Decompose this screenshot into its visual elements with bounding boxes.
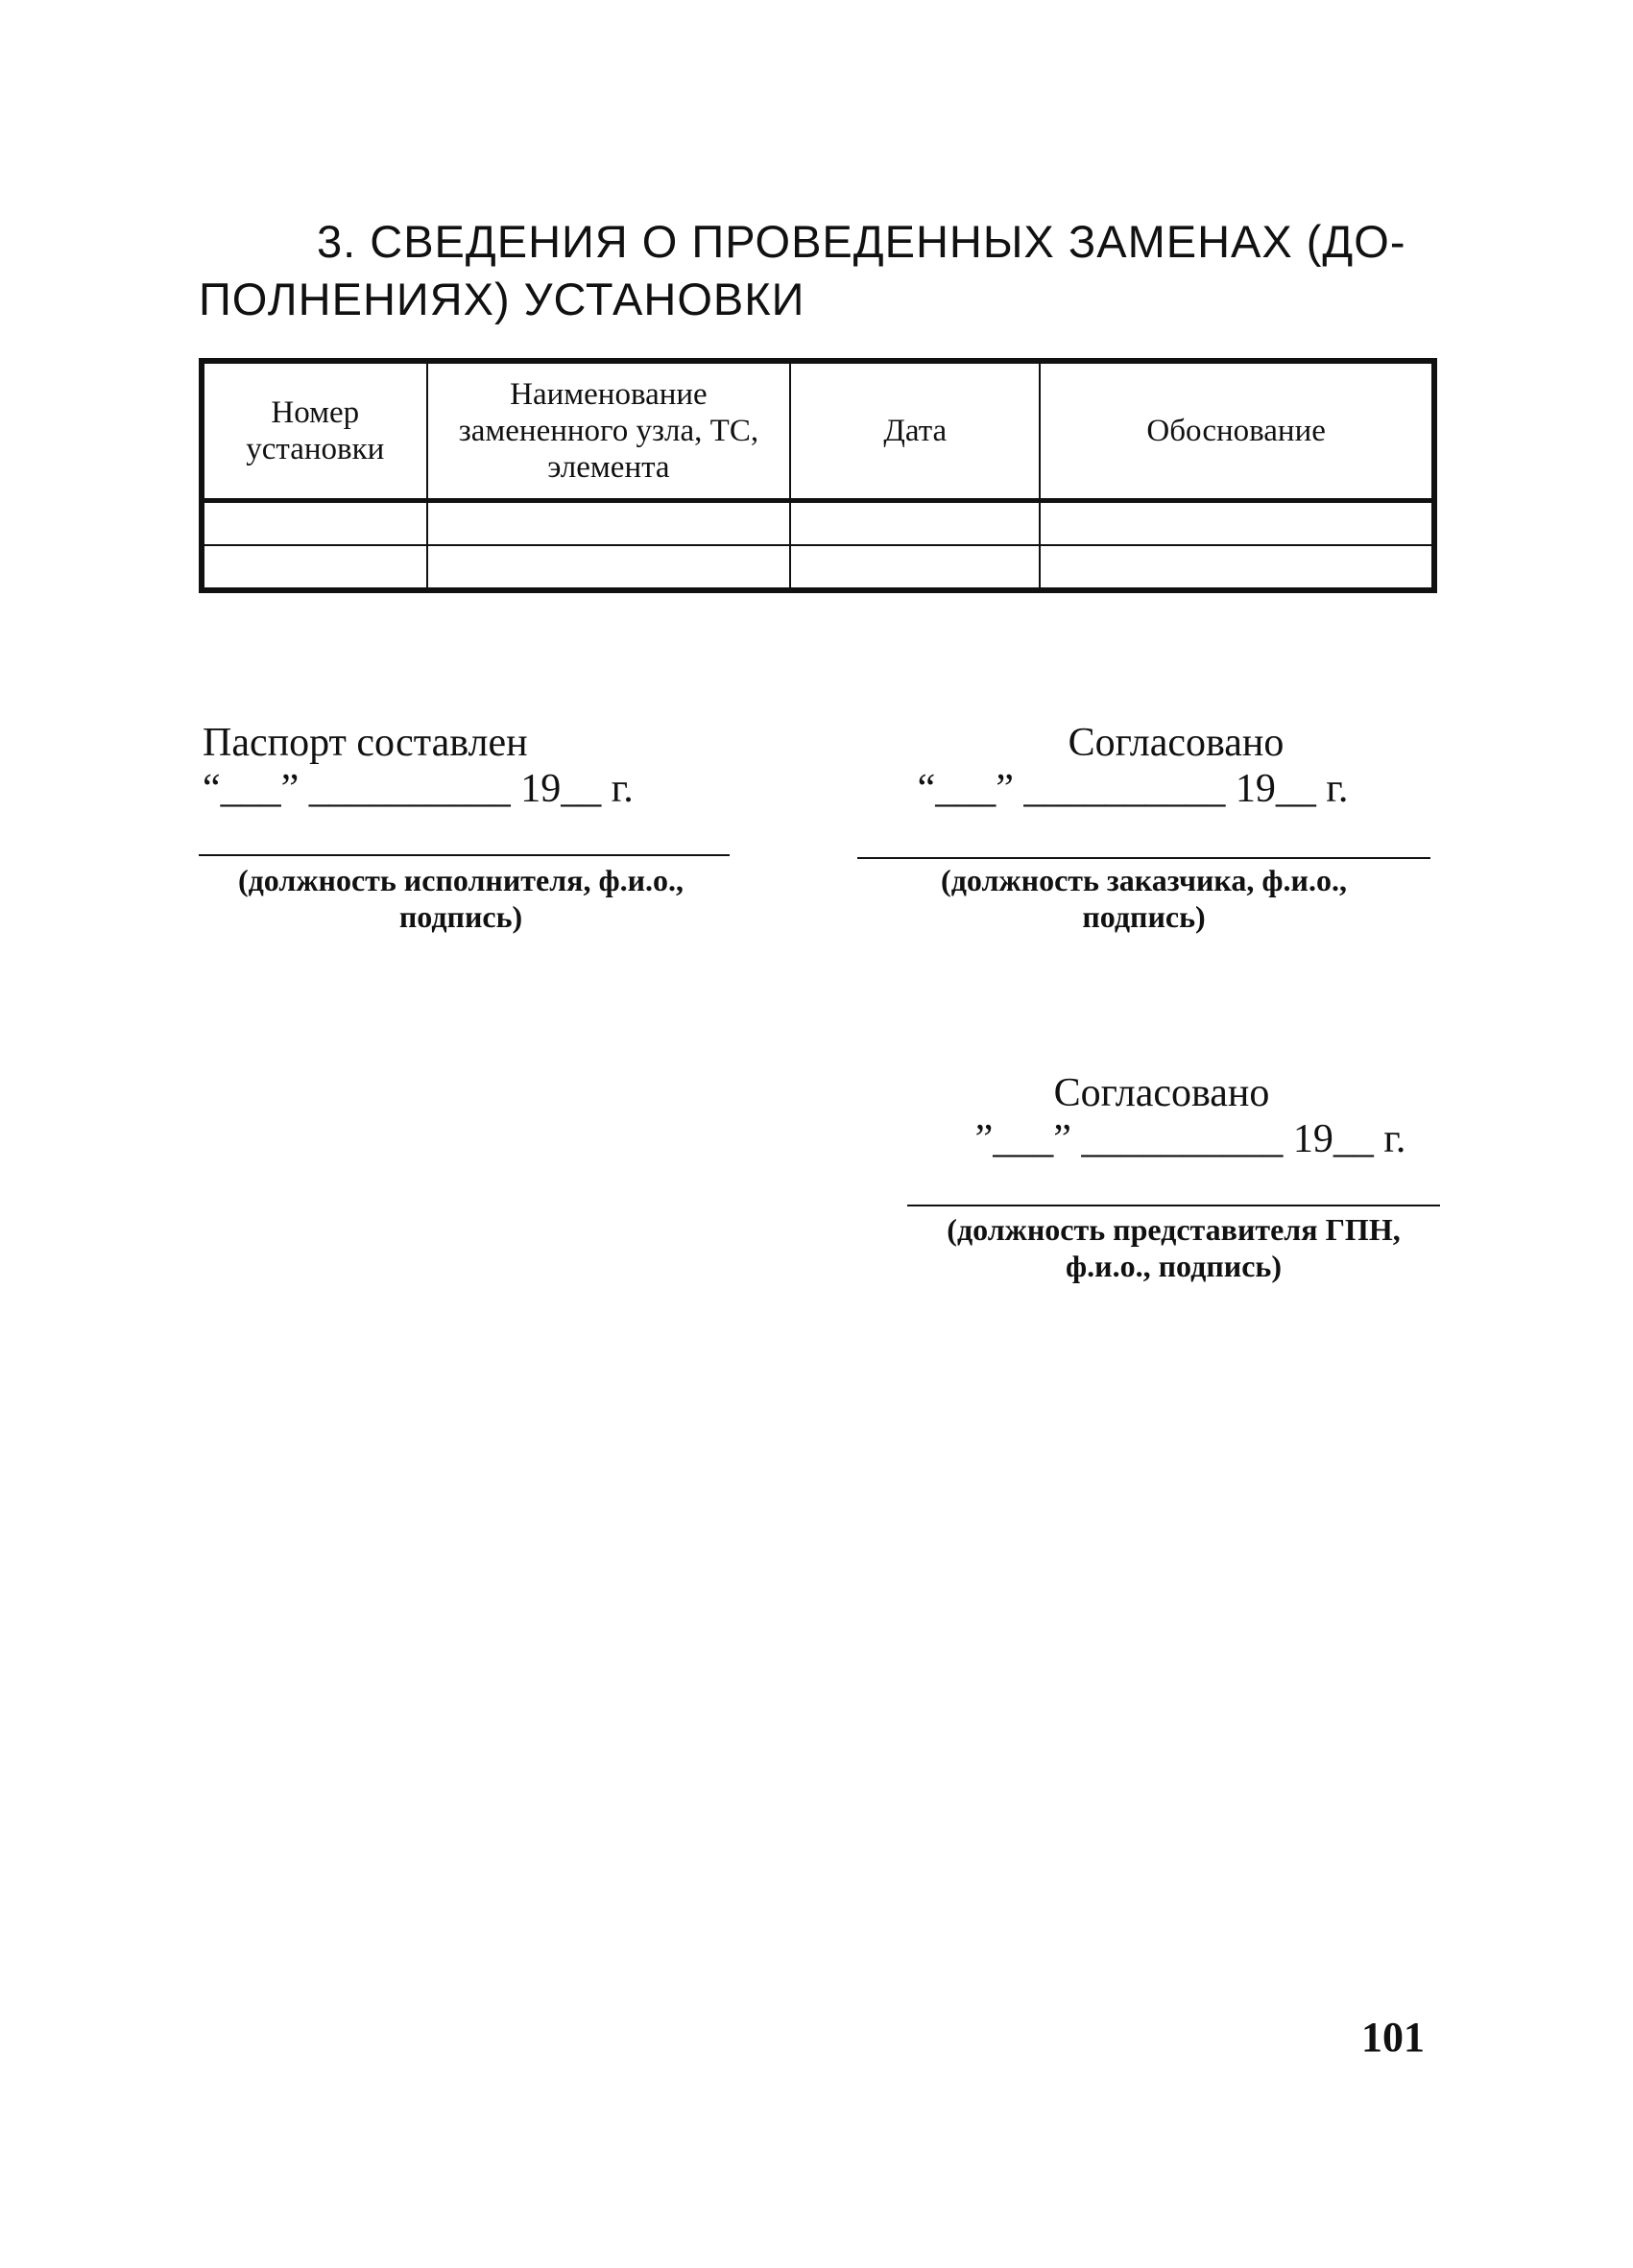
gpn-label: Согласовано	[1053, 1071, 1270, 1115]
table-row	[202, 545, 1434, 590]
table-row	[202, 501, 1434, 546]
section-title	[199, 213, 1447, 328]
section-title-line-2: ПОЛНЕНИЯХ) УСТАНОВКИ	[199, 274, 805, 324]
table-cell[interactable]	[1040, 545, 1434, 590]
customer-caption-line-2: подпись)	[1082, 899, 1206, 934]
table-cell[interactable]	[202, 501, 427, 546]
customer-label: Согласовано	[1068, 721, 1285, 765]
compiled-label: Паспорт составлен	[203, 721, 528, 765]
customer-caption	[857, 862, 1430, 935]
table-cell[interactable]	[790, 501, 1040, 546]
table-cell[interactable]	[427, 545, 791, 590]
compiled-signature-block	[203, 720, 634, 812]
gpn-signature-block	[922, 1070, 1459, 1162]
table-cell[interactable]	[1040, 501, 1434, 546]
header-replaced-item: Наименование замененного узла, ТС, элемента	[427, 361, 791, 501]
customer-signature-line	[857, 857, 1430, 859]
header-unit-number: Номер установки	[202, 361, 427, 501]
compiled-signature-line	[199, 854, 730, 856]
customer-date-line: “___” __________ 19__ г.	[917, 767, 1349, 811]
header-justification: Обоснование	[1040, 361, 1434, 501]
gpn-caption	[907, 1211, 1440, 1284]
customer-caption-line-1: (должность заказчика, ф.и.о.,	[941, 863, 1347, 897]
compiled-date-line: “___” __________ 19__ г.	[203, 767, 634, 811]
replacements-table	[199, 358, 1437, 593]
compiled-caption	[173, 862, 749, 935]
table-cell[interactable]	[790, 545, 1040, 590]
page-number: 101	[1361, 2014, 1425, 2061]
gpn-signature-line	[907, 1205, 1440, 1206]
gpn-date-line: ”___” __________ 19__ г.	[974, 1117, 1406, 1161]
table-cell[interactable]	[427, 501, 791, 546]
compiled-caption-line-1: (должность исполнителя, ф.и.о.,	[237, 863, 684, 897]
section-title-line-1: 3. СВЕДЕНИЯ О ПРОВЕДЕННЫХ ЗАМЕНАХ (ДО-	[317, 216, 1406, 267]
gpn-caption-line-1: (должность представителя ГПН,	[947, 1212, 1401, 1247]
table-header-row	[202, 361, 1434, 501]
gpn-caption-line-2: ф.и.о., подпись)	[1066, 1249, 1282, 1283]
compiled-caption-line-2: подпись)	[398, 899, 523, 934]
customer-signature-block	[864, 720, 1402, 812]
header-date: Дата	[790, 361, 1040, 501]
table-cell[interactable]	[202, 545, 427, 590]
